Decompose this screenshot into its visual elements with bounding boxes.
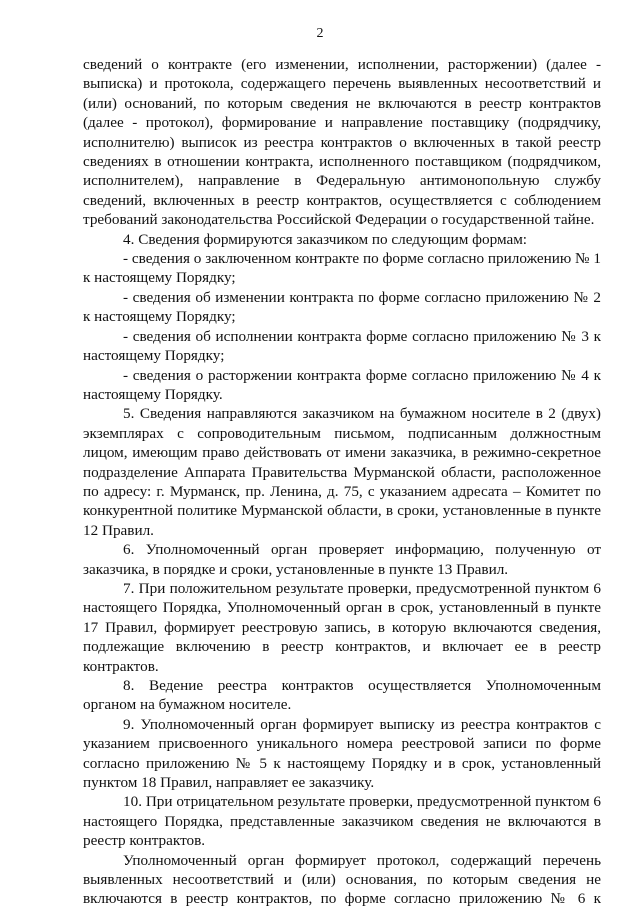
paragraph-item-4: 4. Сведения формируются заказчиком по следующим формам: xyxy=(123,230,528,248)
paragraph-intro-continuation: сведений о контракте (его изменении, исполнении, расторжении) (далее - выписка) и протокола, содержащего перечень выявленных несоответствий и (или) оснований, по которым сведения не включаются в реестр контрактов (далее - протокол), формирование и направление поставщику (подрядчику, исполнителю) выписок из реестра контрактов о включенных в такой реестр сведениях в отношении контракта, исполненного поставщиком (подрядчиком, исполнителем), направление в Федеральную антимонопольную службу сведений, включенных в реестр контрактов, осуществляется с соблюдением требований законодательства Российской Федерации о государственной тайне. xyxy=(83,56,601,229)
paragraph-form-2: - сведения об изменении контракта по форме согласно приложению № 2 к настоящему Порядку; xyxy=(83,288,601,326)
paragraph-form-4: - сведения о расторжении контракта форме согласно приложению № 4 к настоящему Порядку. xyxy=(83,366,601,403)
paragraph-item-7: 7. При положительном результате проверки, предусмотренной пунктом 6 настоящего Порядка, Уполномоченный орган в срок, установленный в пункте 17 Правил, формирует реестровую запись, в которую включаются сведения, подлежащие включению в реестр контрактов, и включает ее в реестр контрактов. xyxy=(83,579,601,675)
document-body xyxy=(83,55,601,909)
paragraph-form-3: - сведения об исполнении контракта форме согласно приложению № 3 к настоящему Порядку; xyxy=(83,327,601,365)
paragraph-item-8: 8. Ведение реестра контрактов осуществляется Уполномоченным органом на бумажном носителе. xyxy=(83,677,601,714)
paragraph-item-6: 6. Уполномоченный орган проверяет информацию, полученную от заказчика, в порядке и сроки, установленные в пункте 13 Правил. xyxy=(83,541,601,578)
paragraph-protocol: Уполномоченный орган формирует протокол, содержащий перечень выявленных несоответствий и (или) основания, по которым сведения не включаются в реестр контрактов, по форме согласно приложению № 6 к xyxy=(83,851,601,908)
paragraph-item-5: 5. Сведения направляются заказчиком на бумажном носителе в 2 (двух) экземплярах с сопроводительным письмом, подписанным должностным лицом, имеющим право действовать от имени заказчика, в режимно-секретное подразделение Аппарата Правительства Мурманской области, расположенное по адресу: г. Мурманск, пр. Ленина, д. 75, с указанием адресата – Комитет по конкурентной политике Мурманской области, в сроки, установленные в пункте 12 Правил. xyxy=(83,405,601,539)
page-number: 2 xyxy=(316,26,324,41)
paragraph-form-1: - сведения о заключенном контракте по форме согласно приложению № 1 к настоящему Порядку; xyxy=(83,250,601,287)
paragraph-item-10: 10. При отрицательном результате проверки, предусмотренной пунктом 6 настоящего Порядка, представленные заказчиком сведения не включаются в реестр контрактов. xyxy=(83,793,601,850)
paragraph-item-9: 9. Уполномоченный орган формирует выписку из реестра контрактов с указанием присвоенного уникального номера реестровой записи по форме согласно приложению № 5 к настоящему Порядку и в срок, установленный пунктом 18 Правил, направляет ее заказчику. xyxy=(83,715,601,792)
